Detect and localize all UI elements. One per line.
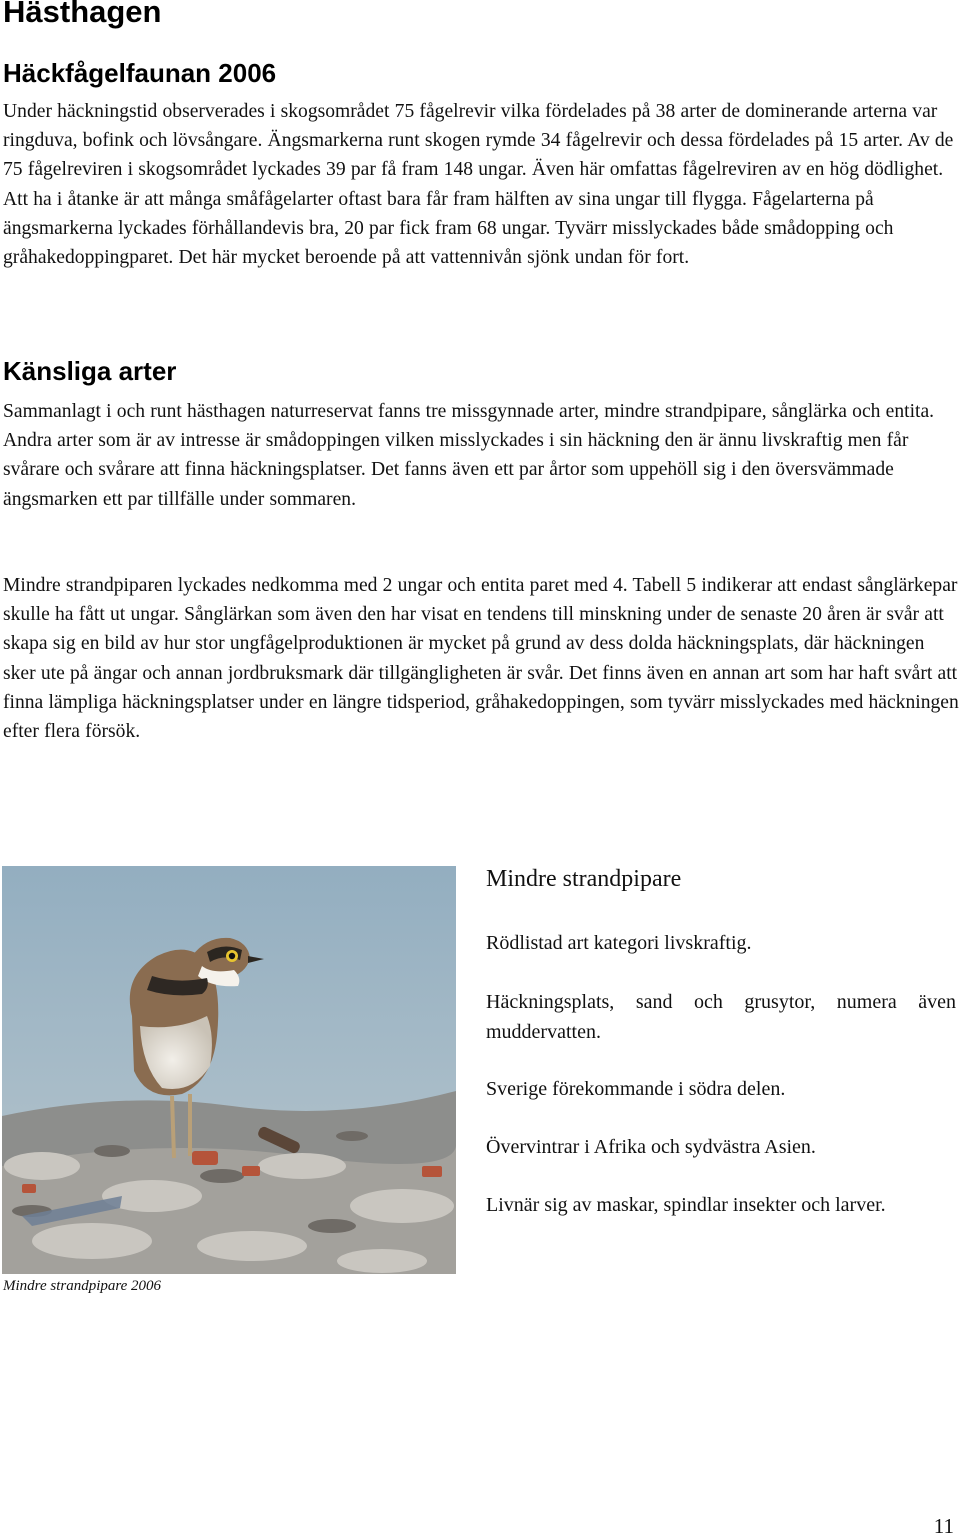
section-heading-breeding-birds: Häckfågelfaunan 2006 [3, 58, 277, 88]
page-number: 11 [933, 1514, 954, 1538]
species-fact-breeding-site: Häckningsplats, sand och grusytor, numera även muddervatten. [486, 991, 956, 1043]
sensitive-species-paragraph-2: Mindre strandpiparen lyckades nedkomma med 2 ungar och entita paret med 4. Tabell 5 indikerar att endast sånglärkepar skulle ha fått ut ungar. Sånglärkan som även den har visat en tendens till minskning under de senaste 20 åren är svår att skapa sig en bild av hur stor ungfågelproduktionen är mycket på grund av dess dolda häckningsplats, där häckningen sker ute på ängar och annan jordbruksmark där tillgängligheten är svår. Det finns även en annan art som har haft svårt att finna lämpliga häckningsplatser under en längre tidsperiod, gråhakedoppingen, som tyvärr misslyckades med häckningen efter flera försök. [3, 575, 959, 743]
species-fact-wintering: Övervintrar i Afrika och sydvästra Asien. [486, 1136, 816, 1158]
plover-photo-illustration [2, 866, 456, 1274]
breeding-birds-paragraph: Under häckningstid observerades i skogsområdet 75 fågelrevir vilka fördelades på 38 arter de dominerande arterna var ringduva, bofink och lövsångare. Ängsmarkerna runt skogen rymde 34 fågelrevir och dessa fördelades på 15 arter. Av de 75 fågelreviren i skogsområdet lyckades 39 par få fram 148 ungar. Även här omfattas fågelreviren av en hög dödlighet. Att ha i åtanke är att många småfågelarter oftast bara får fram hälften av sina ungar till flygga. Fågelarterna på ängsmarkerna lyckades förhållandevis bra, 20 par fick fram 68 ungar. Tyvärr misslyckades både smådopping och gråhakedoppingparet. Det här mycket beroende på att vattennivån sjönk undan för fort. [3, 101, 954, 269]
sensitive-species-paragraph-1: Sammanlagt i och runt hästhagen naturreservat fanns tre missgynnade arter, mindre strandpipare, sånglärka och entita. Andra arter som är av intresse är smådoppingen vilken misslyckades i sin häckning den är ännu livskraftig men får svårare och svårare att finna häckningsplatser. Det fanns även ett par årtor som uppehöll sig i den översvämmade ängsmarken ett par tillfälle under sommaren. [3, 401, 935, 510]
species-fact-redlist: Rödlistad art kategori livskraftig. [486, 932, 752, 954]
page-title: Hästhagen [3, 0, 162, 29]
plover-photo [2, 866, 456, 1274]
section-heading-sensitive-species: Känsliga arter [3, 356, 177, 386]
photo-caption: Mindre strandpipare 2006 [3, 1278, 162, 1294]
species-fact-diet: Livnär sig av maskar, spindlar insekter och larver. [486, 1194, 886, 1216]
species-fact-distribution: Sverige förekommande i södra delen. [486, 1078, 786, 1100]
species-box-title: Mindre strandpipare [486, 866, 682, 892]
